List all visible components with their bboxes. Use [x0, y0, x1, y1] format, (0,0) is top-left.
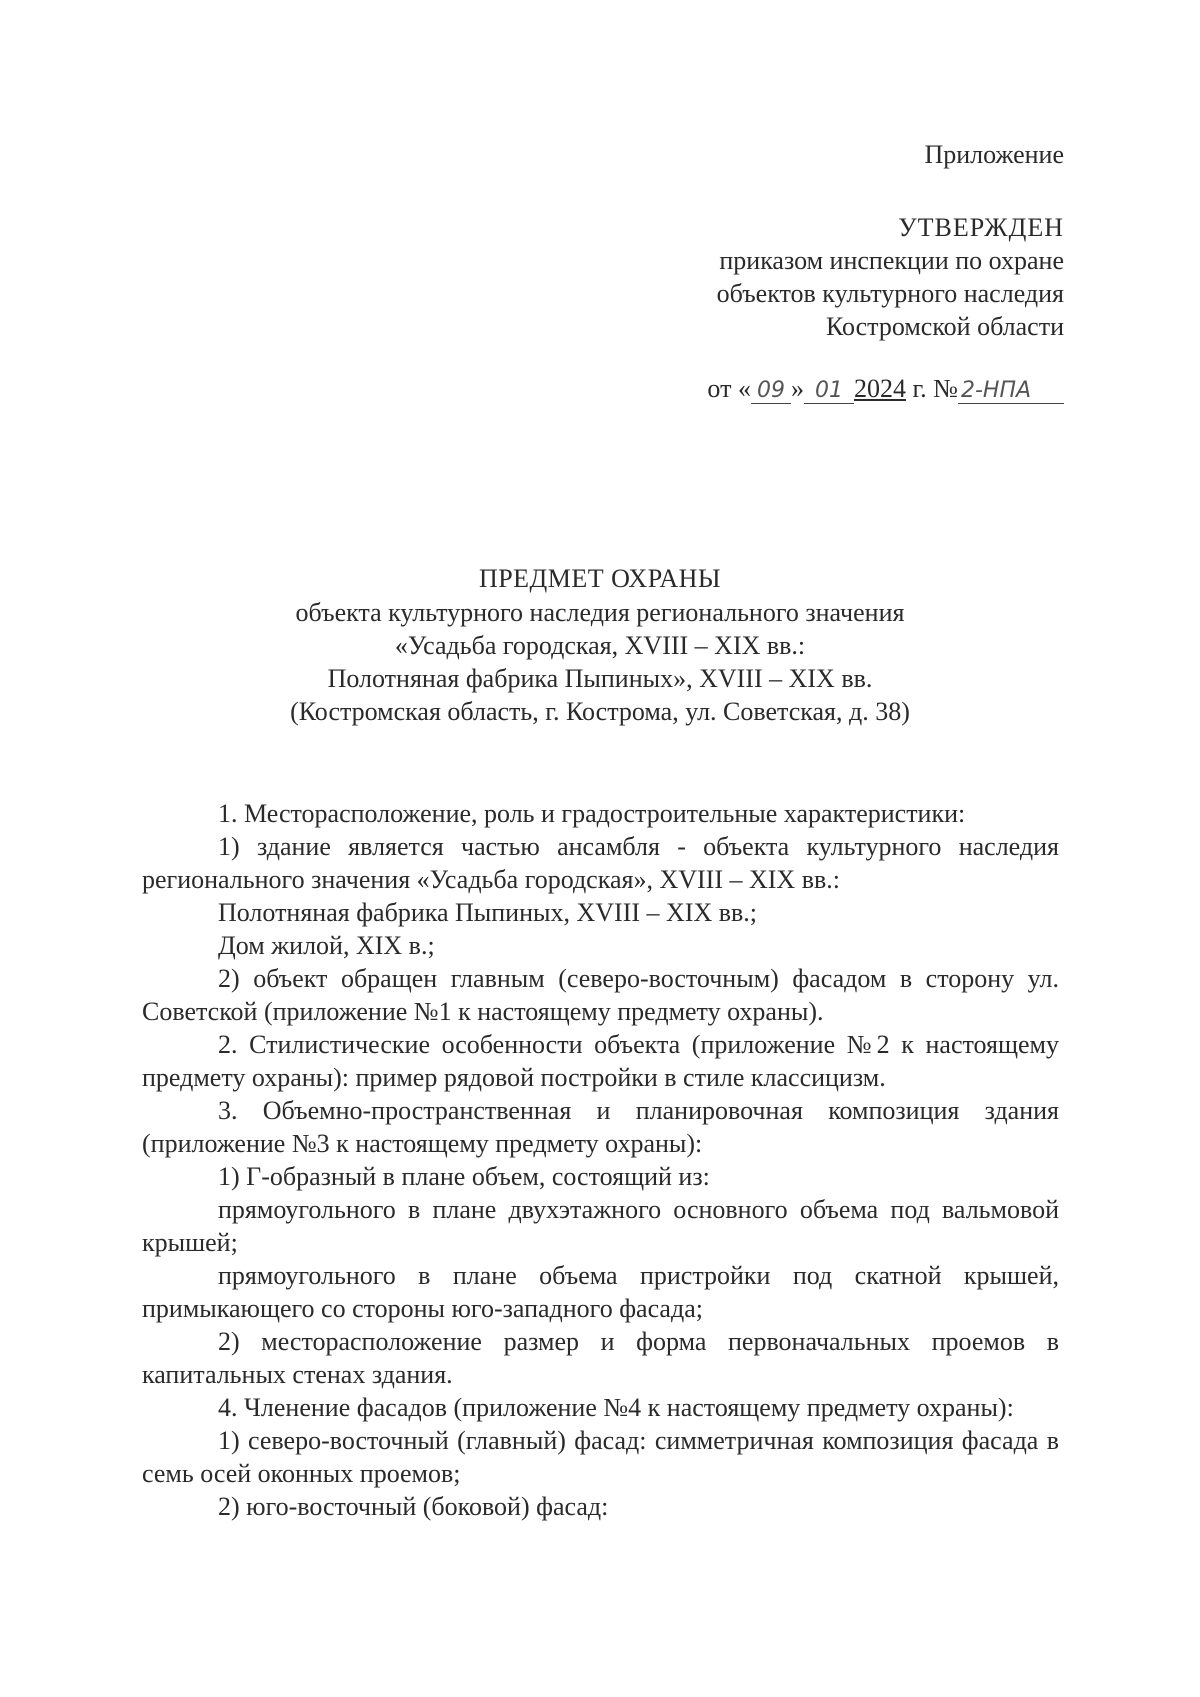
paragraph-12: 4. Членение фасадов (приложение №4 к настоящему предмету охраны): — [218, 1393, 1014, 1422]
handwritten-day: 09 — [751, 379, 791, 404]
document-title-block — [140, 562, 1060, 728]
handwritten-order-number: 2-НПА — [958, 379, 1064, 404]
date-year: 2024 — [853, 374, 906, 403]
paragraph-11: 2) месторасположение размер и форма первоначальных проемов в капитальных стенах здания. — [142, 1327, 1059, 1389]
date-year-suffix: г. № — [905, 374, 958, 403]
document-body — [142, 797, 1059, 1523]
order-line-1: приказом инспекции по охране — [719, 246, 1064, 275]
paragraph-3: Полотняная фабрика Пыпиных, XVIII – XIX вв.; — [218, 898, 757, 927]
paragraph-1: 1. Месторасположение, роль и градостроительные характеристики: — [218, 799, 966, 828]
paragraph-5: 2) объект обращен главным (северо-восточным) фасадом в сторону ул. Советской (приложение №1 к настоящему предмету охраны). — [142, 964, 1059, 1026]
title-line-3: Полотняная фабрика Пыпиных», XVIII – XIX вв. — [327, 664, 873, 693]
order-line-2: объектов культурного наследия — [716, 279, 1064, 308]
document-title: ПРЕДМЕТ ОХРАНЫ — [478, 564, 722, 593]
paragraph-13: 1) северо-восточный (главный) фасад: симметричная композиция фасада в семь осей оконных проемов; — [142, 1426, 1059, 1488]
paragraph-10: прямоугольного в плане объема пристройки под скатной крышей, примыкающего со стороны юго-западного фасада; — [142, 1261, 1059, 1323]
order-date-line — [707, 372, 1064, 405]
appendix-label: Приложение — [924, 140, 1064, 169]
title-line-2: «Усадьба городская, XVIII – XIX вв.: — [394, 631, 806, 660]
order-line-3: Костромской области — [825, 312, 1064, 341]
date-prefix: от « — [707, 374, 751, 403]
handwritten-month: 01 — [804, 379, 854, 404]
paragraph-9: прямоугольного в плане двухэтажного основного объема под вальмовой крышей; — [142, 1195, 1059, 1257]
title-line-4: (Костромская область, г. Кострома, ул. Советская, д. 38) — [290, 697, 910, 726]
approval-header — [717, 138, 1064, 343]
title-line-1: объекта культурного наследия регионального значения — [295, 598, 905, 627]
paragraph-6: 2. Стилистические особенности объекта (приложение №2 к настоящему предмету охраны): пример рядовой постройки в стиле классицизм. — [142, 1030, 1059, 1092]
paragraph-8: 1) Г-образный в плане объем, состоящий из: — [218, 1162, 710, 1191]
paragraph-4: Дом жилой, XIX в.; — [218, 931, 435, 960]
date-quote-close: » — [790, 374, 804, 403]
approved-label: УТВЕРЖДЕН — [898, 213, 1064, 242]
paragraph-7: 3. Объемно-пространственная и планировочная композиция здания (приложение №3 к настоящему предмету охраны): — [142, 1096, 1059, 1158]
paragraph-14: 2) юго-восточный (боковой) фасад: — [218, 1492, 609, 1521]
paragraph-2: 1) здание является частью ансамбля - объекта культурного наследия регионального значения «Усадьба городская», XVIII – XIX вв.: — [142, 832, 1059, 894]
